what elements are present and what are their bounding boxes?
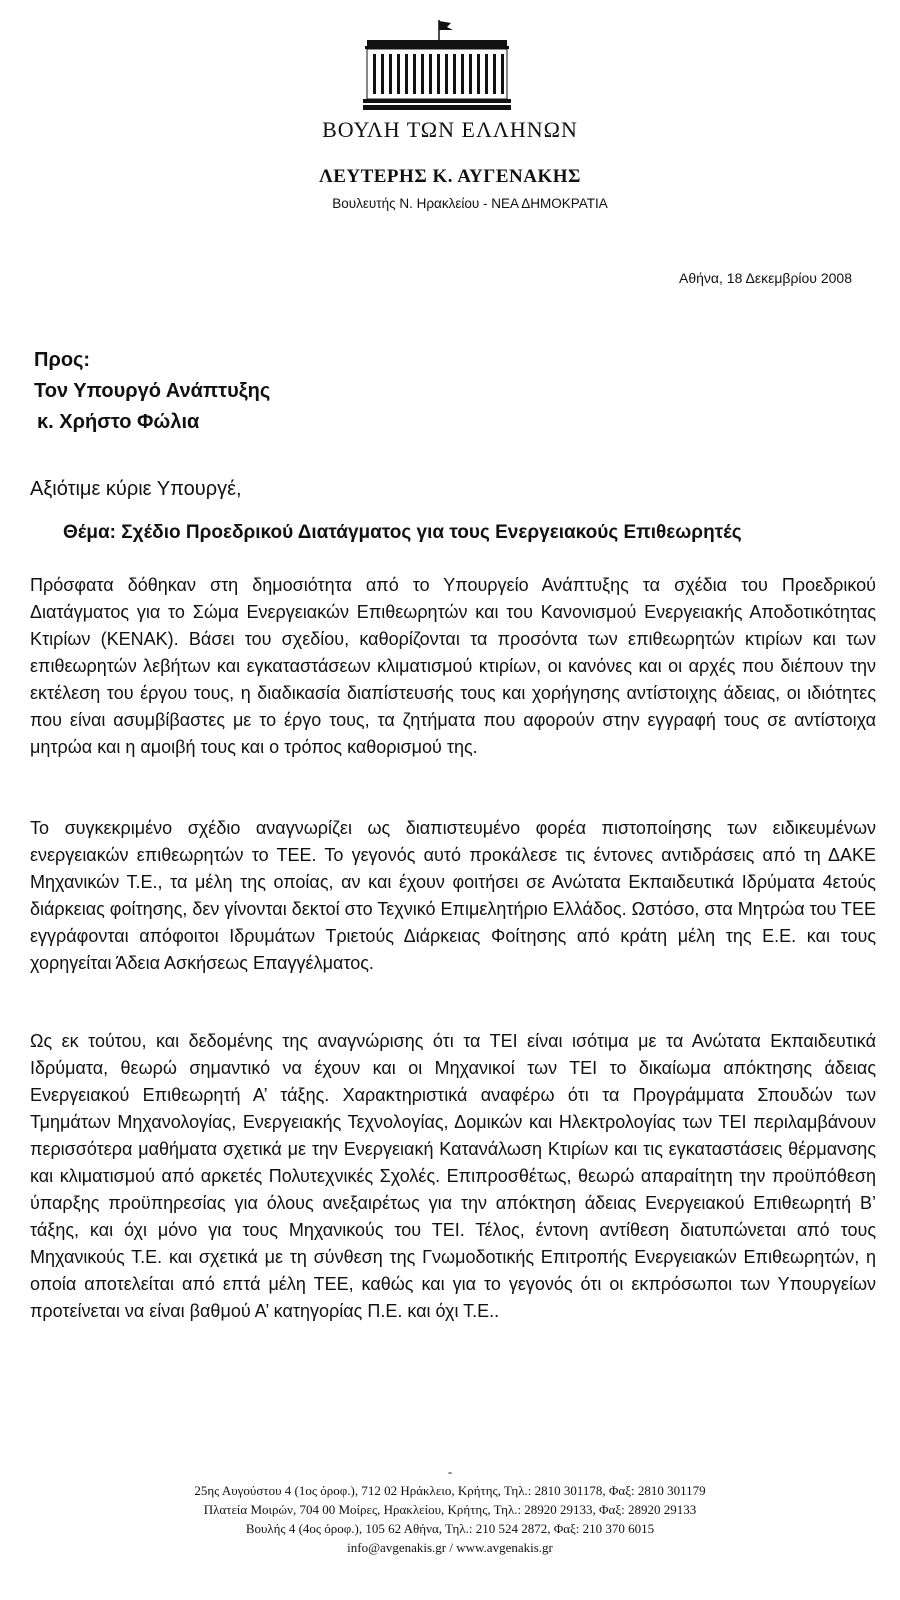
organization-name: ΒΟΥΛΗ ΤΩΝ ΕΛΛΗΝΩΝ — [322, 117, 578, 142]
footer-separator: - — [447, 1464, 453, 1479]
letter-date: Αθήνα, 18 Δεκεμβρίου 2008 — [679, 270, 852, 286]
footer-address-athens: Βουλής 4 (4ος όροφ.), 105 62 Αθήνα, Τηλ.: 210 524 2872, Φαξ: 210 370 6015 — [245, 1521, 655, 1536]
footer-email-web: info@avgenakis.gr / www.avgenakis.gr — [347, 1540, 553, 1555]
body-paragraph-2: Το συγκεκριμένο σχέδιο αναγνωρίζει ως διαπιστευμένο φορέα πιστοποίησης των ειδικευμένων ενεργειακών επιθεωρητών το ΤΕΕ. Το γεγονός αυτό προκάλεσε τις έντονες αντιδράσεις από τη ΔΑΚΕ Μηχανικών Τ.Ε., τα μέλη της οποίας, αν και έχουν φοιτήσει σε Ανώτατα Εκπαιδευτικά Ιδρύματα 4ετούς διάρκειας φοίτησης, δεν γίνονται δεκτοί στο Τεχνικό Επιμελητήριο Ελλάδος. Ωστόσο, στα Μητρώα του ΤΕΕ εγγράφονται απόφοιτοι Ιδρυμάτων Τριετούς Διάρκειας Φοίτησης από κράτη μέλη της Ε.Ε. και τους χορηγείται Άδεια Ασκήσεως Επαγγέλματος. — [30, 818, 876, 973]
body-paragraph-1: Πρόσφατα δόθηκαν στη δημοσιότητα από το Υπουργείο Ανάπτυξης τα σχέδια του Προεδρικού Διατάγματος για το Σώμα Ενεργειακών Επιθεωρητών και του Κανονισμού Ενεργειακής Αποδοτικότητας Κτιρίων (ΚΕΝΑΚ). Βάσει του σχεδίου, καθορίζονται τα προσόντα των επιθεωρητών κτιρίων και των επιθεωρητών λεβήτων και εγκαταστάσεων κλιματισμού κτιρίων, οι κανόνες και οι αρχές που διέπουν την εκτέλεση του έργου τους, η διαδικασία διαπίστευσής τους και χορήγησης αντίστοιχης άδειας, οι ιδιότητες που είναι ασυμβίβαστες με το έργο τους, τα ζητήματα που αφορούν στην εγγραφή τους σε αντίστοιχα μητρώα και η αμοιβή τους και ο τρόπος καθορισμού της. — [30, 575, 876, 757]
footer-contacts — [0, 1462, 900, 1557]
salutation: Αξιότιμε κύριε Υπουργέ, — [30, 478, 242, 500]
parliament-building-icon — [363, 16, 511, 112]
mp-name: ΛΕΥΤΕΡΗΣ Κ. ΑΥΓΕΝΑΚΗΣ — [319, 166, 581, 187]
recipient-block — [34, 345, 270, 438]
subject-line: Θέμα: Σχέδιο Προεδρικού Διατάγματος για τους Ενεργειακούς Επιθεωρητές — [63, 522, 742, 543]
recipient-position: Τον Υπουργό Ανάπτυξης — [34, 380, 271, 402]
body-paragraph-3: Ως εκ τούτου, και δεδομένης της αναγνώρισης ότι τα ΤΕΙ είναι ισότιμα με τα Ανώτατα Εκπαιδευτικά Ιδρύματα, θεωρώ σημαντικό να έχουν και οι Μηχανικοί των ΤΕΙ το δικαίωμα απόκτησης άδειας Ενεργειακού Επιθεωρητή Α’ τάξης. Χαρακτηριστικά αναφέρω ότι τα Προγράμματα Σπουδών των Τμημάτων Μηχανολογίας, Ενεργειακής Τεχνολογίας, Δομικών και Ηλεκτρολογίας των ΤΕΙ περιλαμβάνουν περισσότερα μαθήματα σχετικά με την Ενεργειακή Κατανάλωση Κτιρίων και τις εγκαταστάσεις θέρμανσης και κλιματισμού από αρκετές Πολυτεχνικές Σχολές. Επιπροσθέτως, θεωρώ απαραίτητη την προϋπόθεση ύπαρξης προϋπηρεσίας για όλους ανεξαιρέτως για την απόκτηση άδειας Ενεργειακού Επιθεωρητή Β’ τάξης, και όχι μόνο για τους Μηχανικούς του ΤΕΙ. Τέλος, έντονη αντίθεση διατυπώνεται από τους Μηχανικούς Τ.Ε. και σχετικά με τη σύνθεση της Γνωμοδοτικής Επιτροπής Ενεργειακών Επιθεωρητών, η οποία αποτελείται από επτά μέλη ΤΕΕ, καθώς και για το γεγονός ότι οι εκπρόσωποι των Υπουργείων προτείνεται να είναι βαθμού Α’ κατηγορίας Π.Ε. και όχι Τ.Ε.. — [30, 1031, 876, 1321]
mp-title: Βουλευτής Ν. Ηρακλείου - ΝΕΑ ΔΗΜΟΚΡΑΤΙΑ — [332, 196, 608, 211]
recipient-name: κ. Χρήστο Φώλια — [37, 411, 200, 433]
recipient-label: Προς: — [34, 349, 91, 371]
footer-address-moires: Πλατεία Μοιρών, 704 00 Μοίρες, Ηρακλείου, Κρήτης, Τηλ.: 28920 29133, Φαξ: 28920 29133 — [203, 1502, 697, 1517]
footer-address-heraklion: 25ης Αυγούστου 4 (1ος όροφ.), 712 02 Ηράκλειο, Κρήτης, Τηλ.: 2810 301178, Φαξ: 2810 301179 — [194, 1483, 706, 1498]
